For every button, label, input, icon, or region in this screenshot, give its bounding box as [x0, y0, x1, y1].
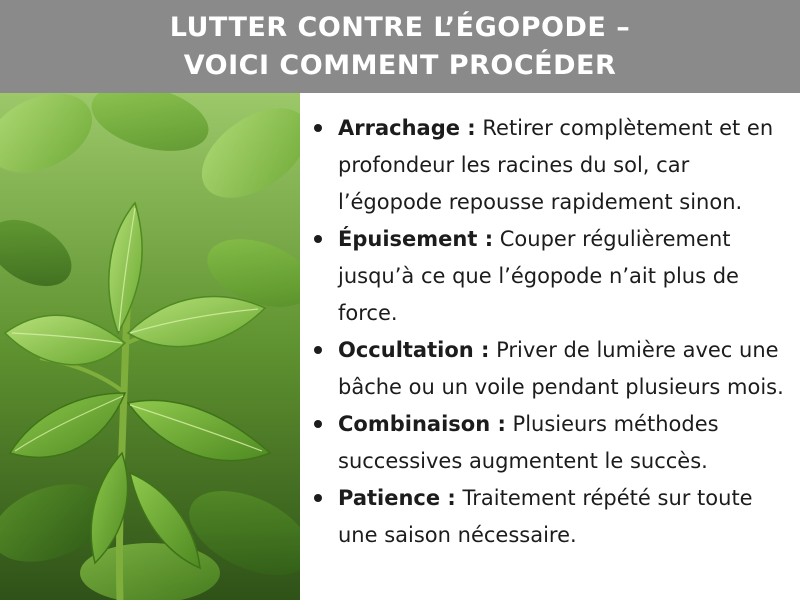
- method-list: [312, 110, 790, 554]
- bullet-icon: [314, 235, 322, 243]
- item-text: Couper régulièrement jusqu’à ce que l’égopode n’ait plus de force.: [338, 227, 739, 325]
- item-text: Plusieurs méthodes successives augmentent le succès.: [338, 412, 719, 473]
- plant-photo: [0, 93, 300, 600]
- list-item: [312, 406, 790, 480]
- item-term: Occultation :: [338, 338, 490, 362]
- item-term: Patience :: [338, 486, 456, 510]
- item-text: Retirer complètement et en profondeur les racines du sol, car l’égopode repousse rapidement sinon.: [338, 116, 774, 214]
- item-term: Arrachage :: [338, 116, 476, 140]
- list-item: [312, 332, 790, 406]
- bullet-icon: [314, 124, 322, 132]
- method-list-panel: [300, 93, 800, 600]
- list-item: [312, 221, 790, 332]
- title-line-2: VOICI COMMENT PROCÉDER: [183, 49, 617, 81]
- title-line-1: LUTTER CONTRE L’ÉGOPODE –: [169, 11, 631, 43]
- item-term: Épuisement :: [338, 227, 494, 251]
- item-text: Priver de lumière avec une bâche ou un voile pendant plusieurs mois.: [338, 338, 784, 399]
- list-item: [312, 110, 790, 221]
- bullet-icon: [314, 494, 322, 502]
- item-text: Traitement répété sur toute une saison nécessaire.: [338, 486, 753, 547]
- bullet-icon: [314, 346, 322, 354]
- list-item: [312, 480, 790, 554]
- title-banner: [0, 0, 800, 93]
- bullet-icon: [314, 420, 322, 428]
- item-term: Combinaison :: [338, 412, 506, 436]
